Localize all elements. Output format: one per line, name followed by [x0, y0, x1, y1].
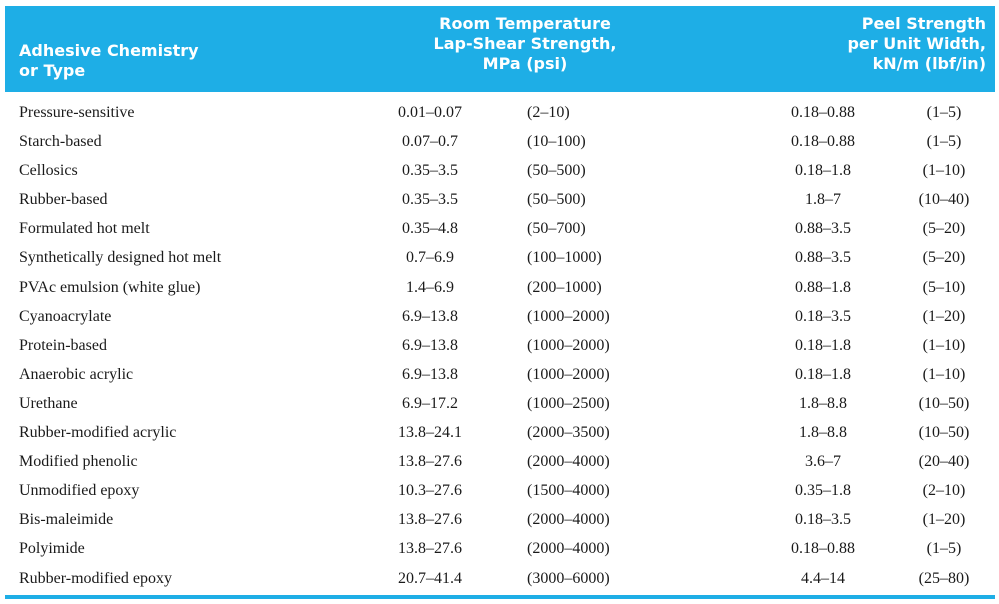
adhesive-name-cell: PVAc emulsion (white glue) [19, 278, 201, 296]
adhesive-name-cell: Formulated hot melt [19, 220, 150, 238]
lap-shear-psi-cell: (2000–4000) [527, 453, 610, 471]
table-row [5, 243, 995, 272]
lap-shear-psi-cell: (1500–4000) [527, 482, 610, 500]
lap-shear-psi-cell: (2000–3500) [527, 424, 610, 442]
peel-kn-cell: 1.8–7 [805, 191, 841, 209]
table-row [5, 564, 995, 593]
adhesive-name-cell: Anaerobic acrylic [19, 365, 134, 383]
header-peel-line3: kN/m (lbf/in) [872, 54, 986, 73]
peel-kn-cell: 0.88–1.8 [795, 278, 851, 296]
lap-shear-psi-cell: (200–1000) [527, 278, 602, 296]
table-body [5, 92, 995, 593]
peel-kn-cell: 1.8–8.8 [799, 424, 847, 442]
peel-lbf-cell: (10–50) [918, 424, 970, 442]
header-peel-line2: per Unit Width, [847, 34, 986, 53]
lap-shear-psi-cell: (50–700) [527, 220, 586, 238]
adhesive-name-cell: Rubber-modified acrylic [19, 424, 177, 442]
header-lap-line1: Room Temperature [439, 14, 611, 33]
adhesive-name-cell: Rubber-based [19, 191, 108, 209]
lap-shear-psi-cell: (10–100) [527, 133, 586, 151]
peel-lbf-cell: (5–20) [922, 249, 966, 267]
peel-lbf-cell: (10–50) [918, 394, 970, 412]
peel-lbf-cell: (1–5) [926, 104, 962, 121]
lap-shear-psi-cell: (1000–2000) [527, 307, 610, 325]
peel-lbf-cell: (20–40) [918, 453, 970, 471]
peel-lbf-cell: (25–80) [918, 569, 970, 587]
table-row [5, 185, 995, 214]
lap-shear-psi-cell: (3000–6000) [527, 569, 610, 587]
lap-shear-psi-cell: (2000–4000) [527, 511, 610, 529]
header-peel-line1: Peel Strength [861, 14, 986, 33]
header-chemistry-line2: or Type [19, 61, 86, 80]
lap-shear-mpa-cell: 0.35–4.8 [402, 220, 458, 238]
lap-shear-psi-cell: (50–500) [527, 162, 586, 180]
adhesive-name-cell: Bis-maleimide [19, 511, 114, 529]
adhesive-name-cell: Urethane [19, 394, 78, 412]
table-row [5, 447, 995, 476]
table-row [5, 418, 995, 447]
peel-lbf-cell: (5–10) [922, 278, 966, 296]
peel-kn-cell: 0.18–0.88 [791, 540, 855, 558]
peel-lbf-cell: (1–5) [926, 133, 962, 151]
table-row [5, 302, 995, 331]
lap-shear-psi-cell: (2000–4000) [527, 540, 610, 558]
peel-kn-cell: 0.18–1.8 [795, 336, 851, 354]
lap-shear-mpa-cell: 13.8–24.1 [398, 424, 462, 442]
header-chemistry-line1: Adhesive Chemistry [19, 41, 199, 60]
table-row [5, 98, 995, 127]
adhesive-name-cell: Synthetically designed hot melt [19, 249, 222, 267]
table-row [5, 389, 995, 418]
peel-lbf-cell: (2–10) [922, 482, 966, 500]
table-row [5, 214, 995, 243]
lap-shear-mpa-cell: 10.3–27.6 [398, 482, 462, 500]
adhesive-name-cell: Starch-based [19, 133, 102, 151]
table-row [5, 476, 995, 505]
peel-kn-cell: 0.18–0.88 [791, 133, 855, 151]
lap-shear-psi-cell: (1000–2000) [527, 365, 610, 383]
peel-lbf-cell: (1–10) [922, 162, 966, 180]
lap-shear-mpa-cell: 0.35–3.5 [402, 191, 458, 209]
adhesive-name-cell: Unmodified epoxy [19, 482, 140, 500]
adhesive-name-cell: Protein-based [19, 336, 107, 354]
adhesive-name-cell: Modified phenolic [19, 453, 138, 471]
lap-shear-mpa-cell: 0.01–0.07 [398, 104, 462, 121]
table-header [5, 6, 995, 92]
bottom-rule [5, 595, 995, 599]
lap-shear-psi-cell: (50–500) [527, 191, 586, 209]
table-row [5, 360, 995, 389]
lap-shear-psi-cell: (1000–2500) [527, 394, 610, 412]
lap-shear-mpa-cell: 0.07–0.7 [402, 133, 458, 151]
peel-kn-cell: 0.35–1.8 [795, 482, 851, 500]
peel-lbf-cell: (10–40) [918, 191, 970, 209]
lap-shear-mpa-cell: 0.7–6.9 [406, 249, 454, 267]
adhesive-name-cell: Polyimide [19, 540, 85, 558]
adhesive-properties-table [5, 6, 995, 593]
peel-lbf-cell: (5–20) [922, 220, 966, 238]
lap-shear-psi-cell: (100–1000) [527, 249, 602, 267]
lap-shear-mpa-cell: 13.8–27.6 [398, 453, 462, 471]
peel-kn-cell: 0.88–3.5 [795, 249, 851, 267]
lap-shear-mpa-cell: 6.9–13.8 [402, 336, 458, 354]
adhesive-name-cell: Cyanoacrylate [19, 307, 112, 325]
peel-lbf-cell: (1–10) [922, 336, 966, 354]
adhesive-name-cell: Cellosics [19, 162, 78, 180]
peel-lbf-cell: (1–20) [922, 511, 966, 529]
lap-shear-mpa-cell: 1.4–6.9 [406, 278, 454, 296]
lap-shear-mpa-cell: 13.8–27.6 [398, 511, 462, 529]
header-lap-line2: Lap-Shear Strength, [433, 34, 617, 53]
lap-shear-mpa-cell: 20.7–41.4 [398, 569, 462, 587]
header-lap-line3: MPa (psi) [482, 54, 568, 73]
header-adhesive-chemistry [19, 41, 199, 81]
header-lap-shear-strength [395, 14, 655, 74]
lap-shear-psi-cell: (2–10) [527, 104, 570, 121]
lap-shear-mpa-cell: 13.8–27.6 [398, 540, 462, 558]
peel-kn-cell: 4.4–14 [801, 569, 845, 587]
lap-shear-mpa-cell: 6.9–17.2 [402, 394, 458, 412]
peel-kn-cell: 0.18–1.8 [795, 365, 851, 383]
lap-shear-mpa-cell: 6.9–13.8 [402, 307, 458, 325]
peel-lbf-cell: (1–10) [922, 365, 966, 383]
table-row [5, 534, 995, 563]
peel-lbf-cell: (1–20) [922, 307, 966, 325]
peel-kn-cell: 0.18–3.5 [795, 511, 851, 529]
lap-shear-psi-cell: (1000–2000) [527, 336, 610, 354]
peel-kn-cell: 3.6–7 [805, 453, 841, 471]
lap-shear-mpa-cell: 0.35–3.5 [402, 162, 458, 180]
table-row [5, 156, 995, 185]
table-row [5, 331, 995, 360]
table-row [5, 505, 995, 534]
adhesive-name-cell: Pressure-sensitive [19, 104, 135, 121]
peel-lbf-cell: (1–5) [926, 540, 962, 558]
peel-kn-cell: 1.8–8.8 [799, 394, 847, 412]
adhesive-name-cell: Rubber-modified epoxy [19, 569, 172, 587]
table-row [5, 273, 995, 302]
lap-shear-mpa-cell: 6.9–13.8 [402, 365, 458, 383]
peel-kn-cell: 0.18–1.8 [795, 162, 851, 180]
table-row [5, 127, 995, 156]
peel-kn-cell: 0.88–3.5 [795, 220, 851, 238]
peel-kn-cell: 0.18–3.5 [795, 307, 851, 325]
header-peel-strength [780, 14, 986, 74]
peel-kn-cell: 0.18–0.88 [791, 104, 855, 121]
